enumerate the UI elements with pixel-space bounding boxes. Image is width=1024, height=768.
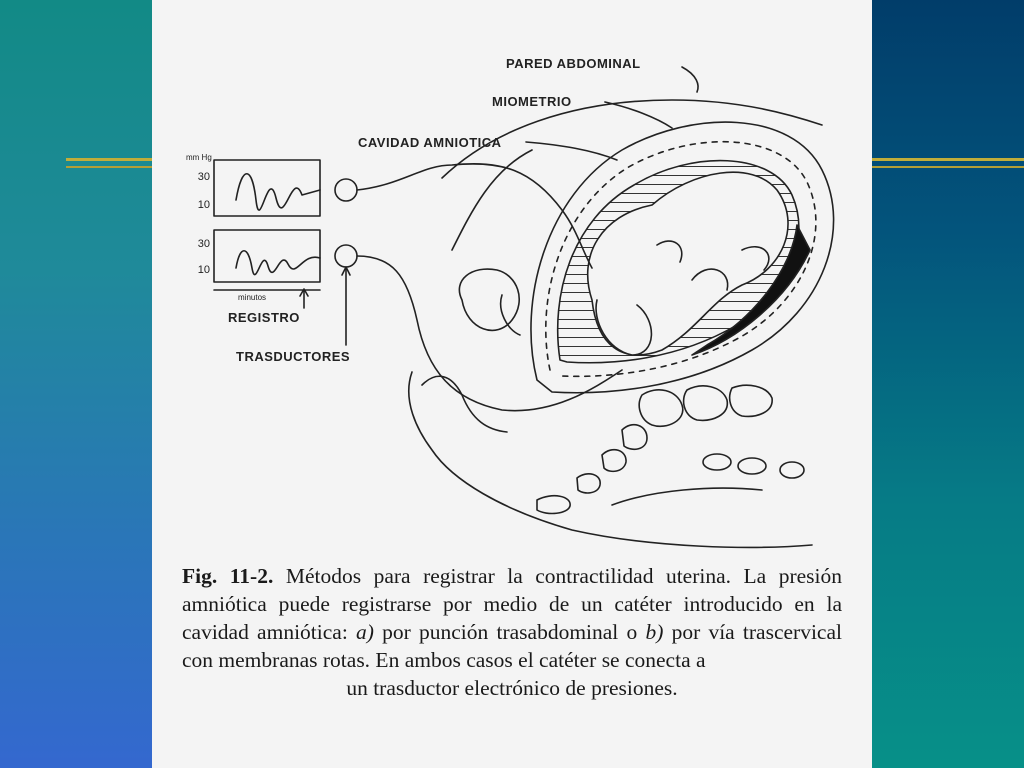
bottom-tick-30: 30	[197, 238, 210, 250]
figure-number: Fig. 11-2.	[182, 564, 274, 588]
caption-text-2: por punción trasabdominal o	[373, 620, 646, 644]
transducer-top	[335, 179, 357, 201]
pared-leader	[682, 67, 698, 92]
label-cavidad-amniotica: CAVIDAD AMNIOTICA	[358, 135, 502, 150]
right-accent-rule	[872, 158, 1024, 161]
caption-label-a: a)	[356, 620, 374, 644]
coccyx	[537, 496, 570, 514]
right-background-panel	[872, 0, 1024, 768]
uterine-contractility-diagram	[152, 0, 872, 560]
recorder-unit-label: mm Hg	[186, 153, 212, 162]
transabdominal-catheter	[357, 164, 592, 268]
left-background-panel	[0, 0, 152, 768]
label-registro: REGISTRO	[228, 310, 300, 325]
recorder-box-top	[214, 160, 320, 216]
pressure-trace-bottom	[236, 251, 320, 275]
pressure-trace-top	[236, 174, 320, 210]
sacrum-1	[622, 425, 647, 450]
left-accent-rule-thin	[66, 166, 152, 168]
caption-label-b: b)	[645, 620, 664, 644]
vertebra-3	[730, 385, 772, 416]
slide-image	[152, 0, 872, 768]
pelvic-floor	[612, 488, 762, 505]
label-miometrio: MIOMETRIO	[492, 94, 572, 109]
transducer-bottom	[335, 245, 357, 267]
label-trasductores: TRASDUCTORES	[236, 349, 351, 364]
figure-caption	[182, 562, 842, 702]
bone-section-2	[738, 458, 766, 474]
miometrio-leader	[605, 102, 672, 128]
bone-section-3	[780, 462, 804, 478]
top-tick-30: 30	[197, 171, 210, 183]
urethra	[501, 295, 520, 335]
cavidad-leader	[526, 142, 617, 160]
left-accent-rule	[66, 158, 152, 161]
sacrum-2	[602, 450, 626, 472]
bone-section-1	[703, 454, 731, 470]
bottom-tick-10: 10	[197, 264, 210, 276]
caption-text-1: Métodos para registrar la contractilidad uterina. La presión amniótica puede registrarse por medio de un catéter introducido en la cavidad amniótica:	[182, 564, 842, 644]
right-accent-rule-thin	[872, 166, 1024, 168]
caption-text-3: por vía trascervical con membranas rotas. En ambos casos el catéter se conecta a	[182, 620, 842, 672]
vertebra-2	[684, 386, 728, 420]
recorder-box-bottom	[214, 230, 320, 282]
caption-last-line: un trasductor electrónico de presiones.	[346, 676, 678, 700]
sacrum-3	[577, 474, 600, 493]
vaginal-canal	[422, 376, 507, 432]
top-tick-10: 10	[197, 199, 210, 211]
vertebra-1	[639, 390, 683, 427]
time-axis-label: minutos	[238, 293, 267, 302]
label-pared-abdominal: PARED ABDOMINAL	[506, 56, 641, 71]
bladder	[459, 269, 519, 330]
